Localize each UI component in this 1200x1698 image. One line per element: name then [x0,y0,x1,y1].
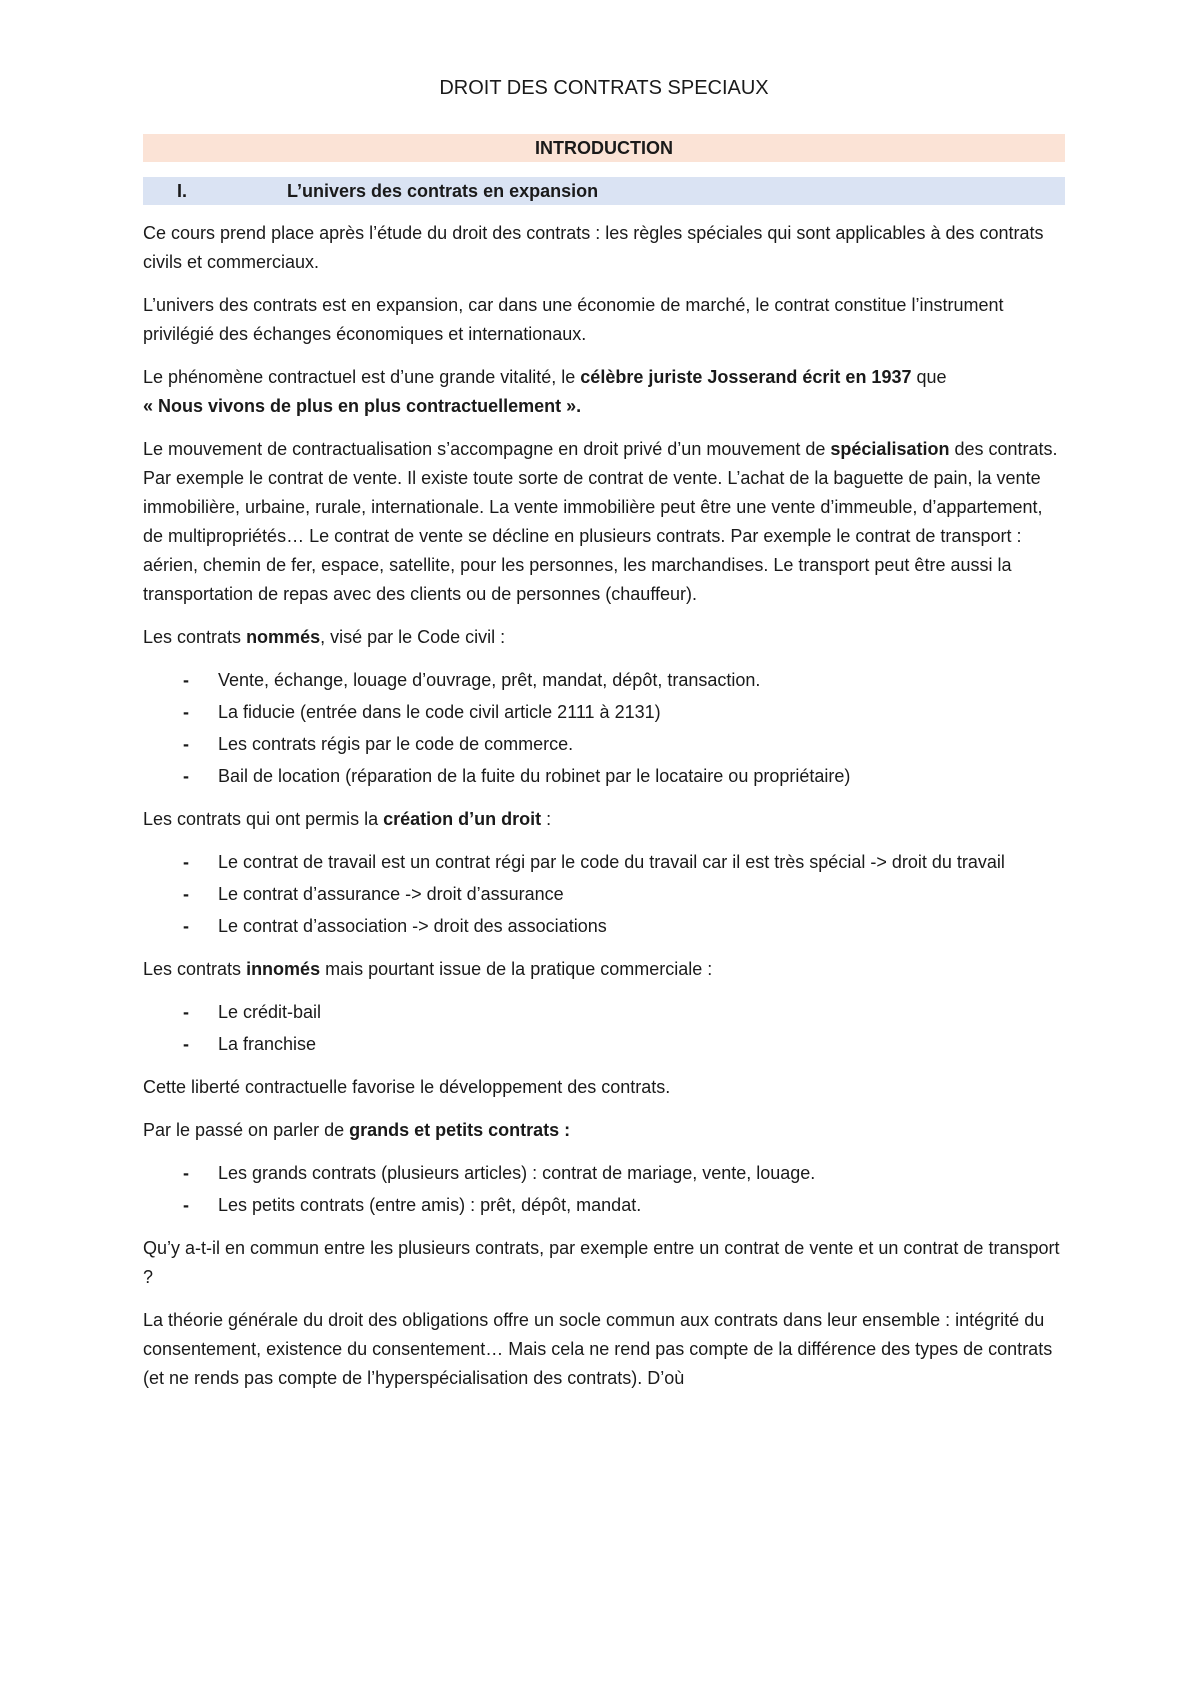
paragraph-9-text: Par le passé on parler de [143,1120,350,1140]
list-item-text: Le contrat de travail est un contrat régi par le code du travail car il est très spécial -> droit du travail [218,852,1005,872]
section-heading [143,177,1065,205]
paragraph-3-text: que [911,367,947,387]
list-item [143,912,1065,941]
list-item-text: Vente, échange, louage d’ouvrage, prêt, mandat, dépôt, transaction. [218,670,761,690]
paragraph-4 [143,435,1065,609]
list-item [143,762,1065,791]
bullet-list-creation-droit [143,848,1065,941]
bullet-dash: - [183,916,189,936]
paragraph-11: La théorie générale du droit des obligations offre un socle commun aux contrats dans leur ensemble : intégrité du consentement, existence du consentement… Mais cela ne rend pas compte de la différence des types de contrats (et ne rends pas compte de l’hyperspécialisation des contrats). D’où [143,1310,1053,1388]
paragraph-5-text: , visé par le Code civil : [320,627,506,647]
paragraph-2: L’univers des contrats est en expansion, car dans une économie de marché, le contrat constitue l’instrument privilégié des échanges économiques et internationaux. [143,295,1004,344]
paragraph-1: Ce cours prend place après l’étude du droit des contrats : les règles spéciales qui sont applicables à des contrats civils et commerciaux. [143,223,1044,272]
bullet-dash: - [183,884,189,904]
bullet-dash: - [183,1163,189,1183]
paragraph-5-bold: nommés [246,627,321,647]
list-item [143,848,1065,877]
list-item [143,998,1065,1027]
paragraph-3-bold: célèbre juriste Josserand écrit en 1937 [580,367,912,387]
paragraph-7-text: mais pourtant issue de la pratique commerciale : [320,959,713,979]
list-item-text: Le contrat d’association -> droit des associations [218,916,607,936]
list-item [143,666,1065,695]
list-item [143,1030,1065,1059]
paragraph-3 [143,363,1065,421]
paragraph-6-text: Les contrats qui ont permis la [143,809,384,829]
list-item-text: Les contrats régis par le code de commerce. [218,734,574,754]
bullet-dash: - [183,734,189,754]
paragraph-7 [143,955,1065,984]
list-item-text: Les petits contrats (entre amis) : prêt, dépôt, mandat. [218,1195,642,1215]
paragraph-7-text: Les contrats [143,959,247,979]
paragraph-9-bold: grands et petits contrats : [349,1120,571,1140]
document-body [143,70,1065,1393]
bullet-list-innomes [143,998,1065,1059]
paragraph-5-text: Les contrats [143,627,247,647]
paragraph-6-text: : [541,809,552,829]
list-item [143,1159,1065,1188]
paragraph-7-bold: innomés [246,959,321,979]
bullet-dash: - [183,702,189,722]
paragraph-4-text: Le mouvement de contractualisation s’accompagne en droit privé d’un mouvement de [143,439,831,459]
paragraph-5 [143,623,1065,652]
bullet-list-nommes [143,666,1065,791]
bullet-dash: - [183,1195,189,1215]
section-number: I. [177,181,188,201]
section-title: L’univers des contrats en expansion [287,181,599,201]
bullet-list-grands-petits [143,1159,1065,1220]
paragraph-6-bold: création d’un droit [383,809,542,829]
paragraph-3-quote: « Nous vivons de plus en plus contractuellement ». [143,396,582,416]
document-title: DROIT DES CONTRATS SPECIAUX [439,77,769,99]
list-item-text: Le crédit-bail [218,1002,322,1022]
list-item [143,1191,1065,1220]
paragraph-10: Qu’y a-t-il en commun entre les plusieurs contrats, par exemple entre un contrat de vente et un contrat de transport ? [143,1238,1060,1287]
bullet-dash: - [183,852,189,872]
list-item-text: La franchise [218,1034,317,1054]
list-item-text: Les grands contrats (plusieurs articles) : contrat de mariage, vente, louage. [218,1163,816,1183]
introduction-heading: INTRODUCTION [143,134,1065,162]
paragraph-4-text: des contrats. Par exemple le contrat de vente. Il existe toute sorte de contrat de vente. L’achat de la baguette de pain, la vente immobilière, urbaine, rurale, internationale. La vente immobilière peut être une vente d’immeuble, d’appartement, de multipropriétés… Le contrat de vente se décline en plusieurs contrats. Par exemple le contrat de transport : aérien, chemin de fer, espace, satellite, pour les personnes, les marchandises. Le transport peut être aussi la transportation de repas avec des clients ou de personnes (chauffeur). [143,439,1058,604]
paragraph-9 [143,1116,1065,1145]
bullet-dash: - [183,1034,189,1054]
paragraph-3-text: Le phénomène contractuel est d’une grande vitalité, le [143,367,581,387]
list-item-text: Bail de location (réparation de la fuite du robinet par le locataire ou propriétaire) [218,766,851,786]
list-item-text: La fiducie (entrée dans le code civil article 2111 à 2131) [218,702,661,722]
list-item [143,730,1065,759]
paragraph-8: Cette liberté contractuelle favorise le développement des contrats. [143,1077,671,1097]
paragraph-6 [143,805,1065,834]
list-item [143,698,1065,727]
bullet-dash: - [183,670,189,690]
bullet-dash: - [183,766,189,786]
paragraph-4-bold: spécialisation [830,439,950,459]
bullet-dash: - [183,1002,189,1022]
list-item [143,880,1065,909]
list-item-text: Le contrat d’assurance -> droit d’assurance [218,884,564,904]
